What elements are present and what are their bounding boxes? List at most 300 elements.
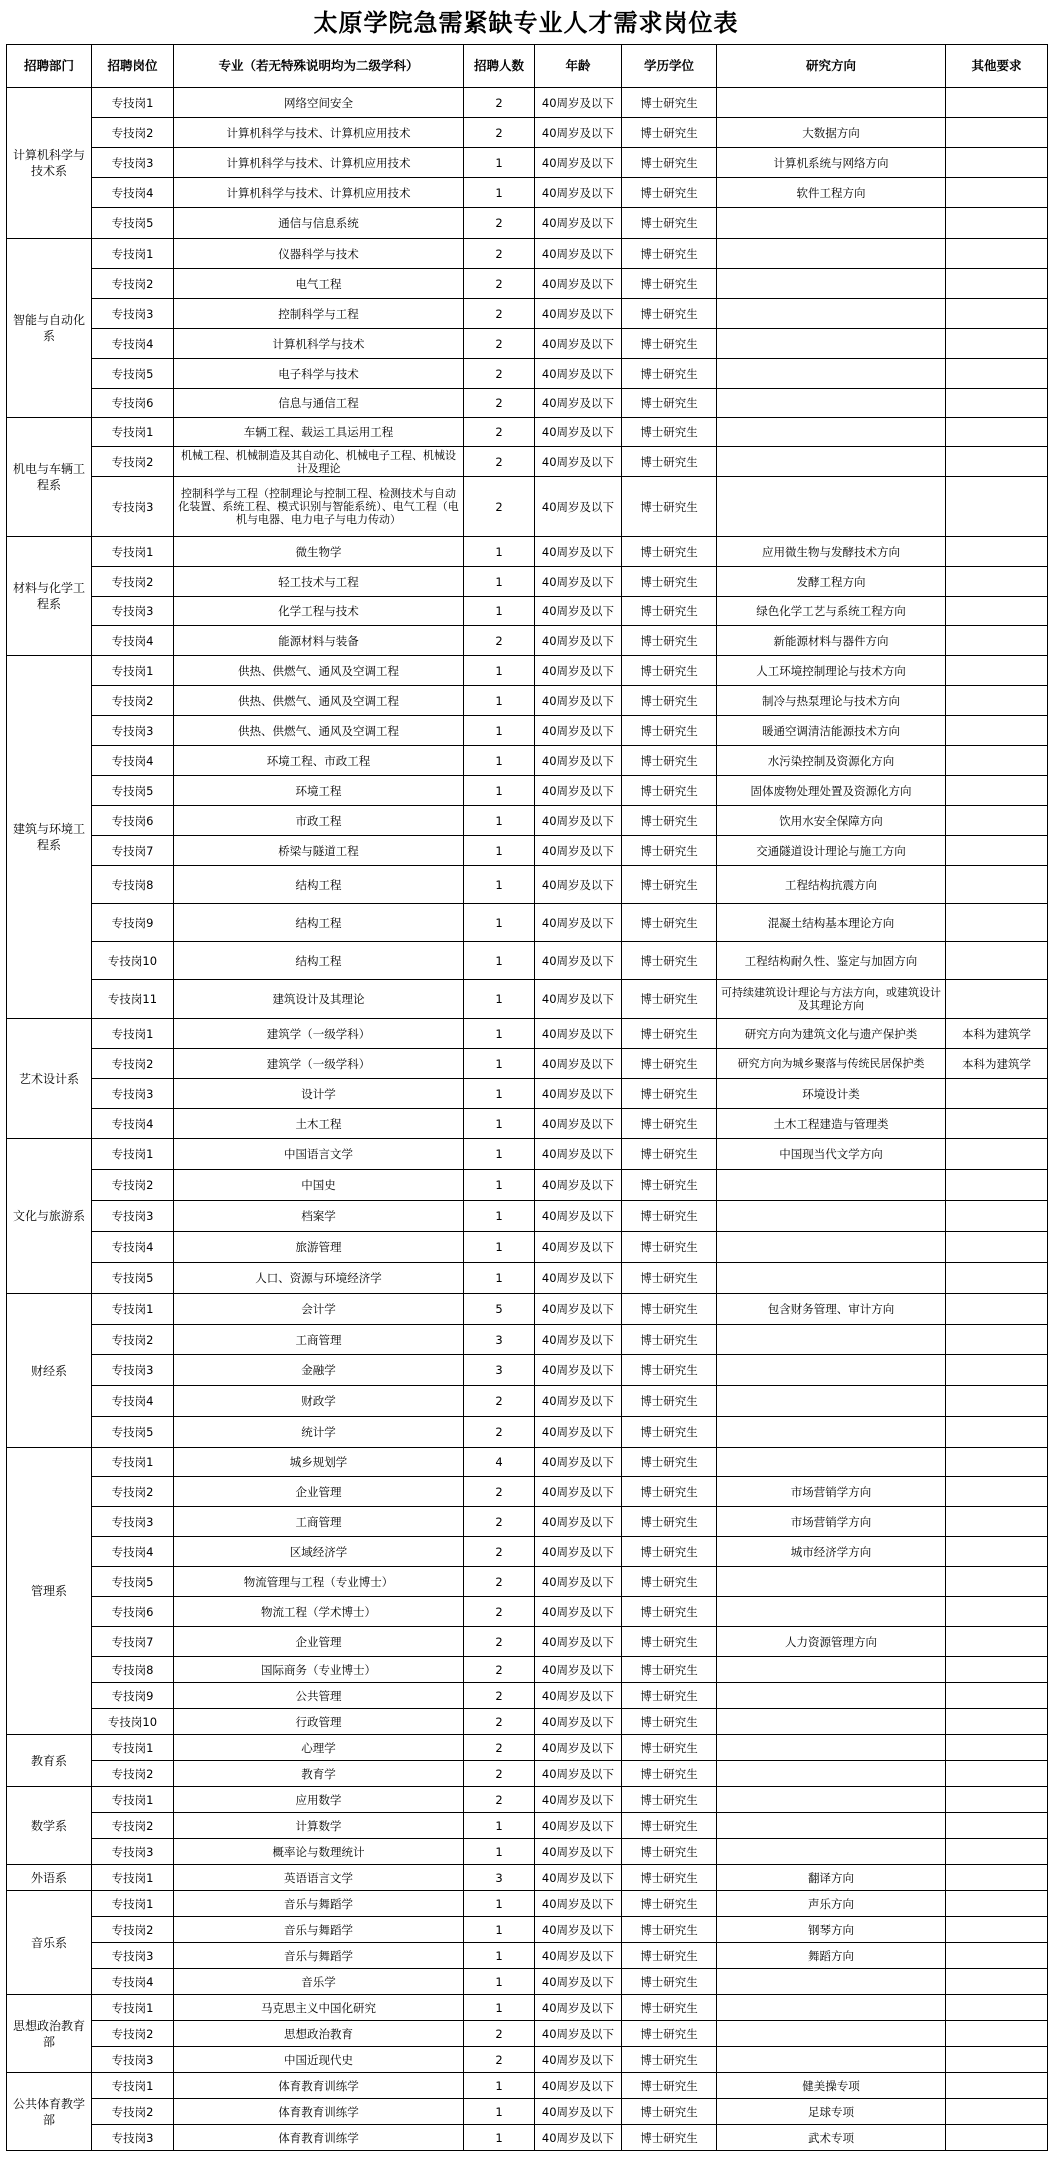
- post-cell: 专技岗3: [92, 1839, 174, 1865]
- table-row: [7, 1943, 1048, 1969]
- research-cell: 工程结构抗震方向: [717, 866, 946, 904]
- research-cell: 舞蹈方向: [717, 1943, 946, 1969]
- post-cell: 专技岗3: [92, 1079, 174, 1109]
- other-cell: [946, 656, 1048, 686]
- count-cell: 1: [464, 1943, 535, 1969]
- research-cell: 水污染控制及资源化方向: [717, 746, 946, 776]
- degree-cell: 博士研究生: [622, 2099, 717, 2125]
- table-row: [7, 537, 1048, 567]
- major-cell: 体育教育训练学: [174, 2073, 464, 2099]
- major-cell: 音乐与舞蹈学: [174, 1917, 464, 1943]
- age-cell: 40周岁及以下: [535, 656, 622, 686]
- major-cell: 公共管理: [174, 1683, 464, 1709]
- table-row: [7, 269, 1048, 299]
- count-cell: 3: [464, 1865, 535, 1891]
- degree-cell: 博士研究生: [622, 118, 717, 148]
- research-cell: [717, 1325, 946, 1355]
- department-cell: 财经系: [7, 1294, 92, 1448]
- post-cell: 专技岗1: [92, 537, 174, 567]
- header-other: 其他要求: [946, 45, 1048, 88]
- post-cell: 专技岗4: [92, 178, 174, 208]
- other-cell: [946, 1995, 1048, 2021]
- post-cell: 专技岗2: [92, 1325, 174, 1355]
- other-cell: [946, 597, 1048, 626]
- other-cell: [946, 2073, 1048, 2099]
- post-cell: 专技岗5: [92, 359, 174, 389]
- table-row: [7, 447, 1048, 477]
- count-cell: 1: [464, 1263, 535, 1294]
- age-cell: 40周岁及以下: [535, 716, 622, 746]
- post-cell: 专技岗7: [92, 1627, 174, 1657]
- other-cell: [946, 1839, 1048, 1865]
- research-cell: 新能源材料与器件方向: [717, 626, 946, 656]
- post-cell: 专技岗3: [92, 299, 174, 329]
- major-cell: 设计学: [174, 1079, 464, 1109]
- degree-cell: 博士研究生: [622, 1627, 717, 1657]
- post-cell: 专技岗3: [92, 477, 174, 537]
- age-cell: 40周岁及以下: [535, 1969, 622, 1995]
- degree-cell: 博士研究生: [622, 1325, 717, 1355]
- count-cell: 2: [464, 1477, 535, 1507]
- research-cell: 饮用水安全保障方向: [717, 806, 946, 836]
- research-cell: 制冷与热泵理论与技术方向: [717, 686, 946, 716]
- table-row: [7, 1109, 1048, 1139]
- post-cell: 专技岗8: [92, 1657, 174, 1683]
- age-cell: 40周岁及以下: [535, 1417, 622, 1448]
- post-cell: 专技岗2: [92, 1049, 174, 1079]
- other-cell: [946, 1709, 1048, 1735]
- count-cell: 2: [464, 477, 535, 537]
- count-cell: 2: [464, 1761, 535, 1787]
- major-cell: 土木工程: [174, 1109, 464, 1139]
- age-cell: 40周岁及以下: [535, 118, 622, 148]
- age-cell: 40周岁及以下: [535, 239, 622, 269]
- major-cell: 机械工程、机械制造及其自动化、机械电子工程、机械设计及理论: [174, 447, 464, 477]
- major-cell: 中国语言文学: [174, 1139, 464, 1170]
- major-cell: 桥梁与隧道工程: [174, 836, 464, 866]
- count-cell: 2: [464, 1657, 535, 1683]
- other-cell: [946, 418, 1048, 447]
- degree-cell: 博士研究生: [622, 1417, 717, 1448]
- table-row: [7, 1735, 1048, 1761]
- other-cell: [946, 1735, 1048, 1761]
- post-cell: 专技岗7: [92, 836, 174, 866]
- post-cell: 专技岗4: [92, 329, 174, 359]
- research-cell: 健美操专项: [717, 2073, 946, 2099]
- other-cell: [946, 2099, 1048, 2125]
- major-cell: 电子科学与技术: [174, 359, 464, 389]
- age-cell: 40周岁及以下: [535, 686, 622, 716]
- count-cell: 1: [464, 148, 535, 178]
- other-cell: [946, 1386, 1048, 1417]
- count-cell: 1: [464, 1232, 535, 1263]
- other-cell: [946, 239, 1048, 269]
- other-cell: [946, 1597, 1048, 1627]
- other-cell: [946, 1325, 1048, 1355]
- department-cell: 数学系: [7, 1787, 92, 1865]
- department-cell: 外语系: [7, 1865, 92, 1891]
- count-cell: 2: [464, 1627, 535, 1657]
- research-cell: [717, 269, 946, 299]
- other-cell: [946, 1232, 1048, 1263]
- table-row: [7, 1079, 1048, 1109]
- research-cell: [717, 1969, 946, 1995]
- table-row: [7, 1761, 1048, 1787]
- major-cell: 档案学: [174, 1201, 464, 1232]
- degree-cell: 博士研究生: [622, 597, 717, 626]
- other-cell: 本科为建筑学: [946, 1049, 1048, 1079]
- count-cell: 1: [464, 1170, 535, 1201]
- other-cell: [946, 148, 1048, 178]
- table-row: [7, 299, 1048, 329]
- major-cell: 中国近现代史: [174, 2047, 464, 2073]
- major-cell: 结构工程: [174, 904, 464, 942]
- count-cell: 1: [464, 980, 535, 1019]
- count-cell: 1: [464, 1969, 535, 1995]
- count-cell: 1: [464, 686, 535, 716]
- degree-cell: 博士研究生: [622, 477, 717, 537]
- post-cell: 专技岗3: [92, 1943, 174, 1969]
- table-row: [7, 776, 1048, 806]
- table-row: [7, 942, 1048, 980]
- major-cell: 市政工程: [174, 806, 464, 836]
- count-cell: 2: [464, 239, 535, 269]
- degree-cell: 博士研究生: [622, 1683, 717, 1709]
- age-cell: 40周岁及以下: [535, 1657, 622, 1683]
- major-cell: 区域经济学: [174, 1537, 464, 1567]
- table-row: [7, 904, 1048, 942]
- research-cell: [717, 389, 946, 418]
- major-cell: 应用数学: [174, 1787, 464, 1813]
- major-cell: 心理学: [174, 1735, 464, 1761]
- other-cell: [946, 1477, 1048, 1507]
- degree-cell: 博士研究生: [622, 836, 717, 866]
- major-cell: 教育学: [174, 1761, 464, 1787]
- table-row: [7, 359, 1048, 389]
- age-cell: 40周岁及以下: [535, 1019, 622, 1049]
- degree-cell: 博士研究生: [622, 1657, 717, 1683]
- count-cell: 2: [464, 1709, 535, 1735]
- count-cell: 1: [464, 2099, 535, 2125]
- table-row: [7, 1537, 1048, 1567]
- degree-cell: 博士研究生: [622, 418, 717, 447]
- major-cell: 中国史: [174, 1170, 464, 1201]
- count-cell: 1: [464, 716, 535, 746]
- major-cell: 计算机科学与技术、计算机应用技术: [174, 178, 464, 208]
- table-row: [7, 686, 1048, 716]
- table-row: [7, 2125, 1048, 2151]
- age-cell: 40周岁及以下: [535, 567, 622, 597]
- department-cell: 计算机科学与技术系: [7, 88, 92, 239]
- post-cell: 专技岗6: [92, 806, 174, 836]
- degree-cell: 博士研究生: [622, 626, 717, 656]
- post-cell: 专技岗5: [92, 1417, 174, 1448]
- count-cell: 5: [464, 1294, 535, 1325]
- table-row: [7, 626, 1048, 656]
- age-cell: 40周岁及以下: [535, 746, 622, 776]
- degree-cell: 博士研究生: [622, 2073, 717, 2099]
- table-row: [7, 567, 1048, 597]
- degree-cell: 博士研究生: [622, 1943, 717, 1969]
- post-cell: 专技岗1: [92, 1995, 174, 2021]
- post-cell: 专技岗5: [92, 1263, 174, 1294]
- major-cell: 供热、供燃气、通风及空调工程: [174, 656, 464, 686]
- count-cell: 1: [464, 2073, 535, 2099]
- research-cell: [717, 1386, 946, 1417]
- table-row: [7, 1709, 1048, 1735]
- table-row: [7, 1201, 1048, 1232]
- department-cell: 机电与车辆工程系: [7, 418, 92, 537]
- other-cell: [946, 389, 1048, 418]
- research-cell: 工程结构耐久性、鉴定与加固方向: [717, 942, 946, 980]
- research-cell: [717, 1597, 946, 1627]
- table-row: [7, 656, 1048, 686]
- major-cell: 计算机科学与技术、计算机应用技术: [174, 148, 464, 178]
- major-cell: 网络空间安全: [174, 88, 464, 118]
- other-cell: [946, 1448, 1048, 1477]
- degree-cell: 博士研究生: [622, 329, 717, 359]
- table-row: [7, 418, 1048, 447]
- post-cell: 专技岗10: [92, 1709, 174, 1735]
- degree-cell: 博士研究生: [622, 1761, 717, 1787]
- degree-cell: 博士研究生: [622, 1263, 717, 1294]
- table-row: [7, 2021, 1048, 2047]
- research-cell: 研究方向为建筑文化与遗产保护类: [717, 1019, 946, 1049]
- major-cell: 城乡规划学: [174, 1448, 464, 1477]
- research-cell: 土木工程建造与管理类: [717, 1109, 946, 1139]
- degree-cell: 博士研究生: [622, 1537, 717, 1567]
- other-cell: [946, 329, 1048, 359]
- major-cell: 仪器科学与技术: [174, 239, 464, 269]
- research-cell: 包含财务管理、审计方向: [717, 1294, 946, 1325]
- other-cell: [946, 1657, 1048, 1683]
- table-row: [7, 1891, 1048, 1917]
- table-row: [7, 980, 1048, 1019]
- post-cell: 专技岗1: [92, 1865, 174, 1891]
- research-cell: 市场营销学方向: [717, 1507, 946, 1537]
- post-cell: 专技岗1: [92, 1735, 174, 1761]
- major-cell: 建筑学（一级学科）: [174, 1019, 464, 1049]
- department-cell: 文化与旅游系: [7, 1139, 92, 1294]
- major-cell: 财政学: [174, 1386, 464, 1417]
- age-cell: 40周岁及以下: [535, 980, 622, 1019]
- research-cell: 环境设计类: [717, 1079, 946, 1109]
- major-cell: 车辆工程、载运工具运用工程: [174, 418, 464, 447]
- other-cell: [946, 88, 1048, 118]
- research-cell: [717, 1995, 946, 2021]
- count-cell: 2: [464, 1537, 535, 1567]
- count-cell: 2: [464, 389, 535, 418]
- count-cell: 1: [464, 806, 535, 836]
- major-cell: 音乐与舞蹈学: [174, 1891, 464, 1917]
- post-cell: 专技岗9: [92, 904, 174, 942]
- department-cell: 教育系: [7, 1735, 92, 1787]
- research-cell: [717, 299, 946, 329]
- major-cell: 物流管理与工程（专业博士）: [174, 1567, 464, 1597]
- post-cell: 专技岗3: [92, 2047, 174, 2073]
- header-count: 招聘人数: [464, 45, 535, 88]
- research-cell: 固体废物处理处置及资源化方向: [717, 776, 946, 806]
- post-cell: 专技岗1: [92, 1019, 174, 1049]
- post-cell: 专技岗1: [92, 88, 174, 118]
- research-cell: 软件工程方向: [717, 178, 946, 208]
- age-cell: 40周岁及以下: [535, 597, 622, 626]
- research-cell: [717, 1683, 946, 1709]
- research-cell: [717, 1787, 946, 1813]
- table-row: [7, 836, 1048, 866]
- other-cell: 本科为建筑学: [946, 1019, 1048, 1049]
- research-cell: 混凝土结构基本理论方向: [717, 904, 946, 942]
- other-cell: [946, 686, 1048, 716]
- research-cell: 人工环境控制理论与技术方向: [717, 656, 946, 686]
- age-cell: 40周岁及以下: [535, 1448, 622, 1477]
- research-cell: [717, 2047, 946, 2073]
- other-cell: [946, 299, 1048, 329]
- other-cell: [946, 1139, 1048, 1170]
- age-cell: 40周岁及以下: [535, 1917, 622, 1943]
- table-row: [7, 597, 1048, 626]
- major-cell: 企业管理: [174, 1477, 464, 1507]
- post-cell: 专技岗2: [92, 118, 174, 148]
- post-cell: 专技岗2: [92, 1761, 174, 1787]
- degree-cell: 博士研究生: [622, 88, 717, 118]
- count-cell: 2: [464, 329, 535, 359]
- other-cell: [946, 359, 1048, 389]
- degree-cell: 博士研究生: [622, 1386, 717, 1417]
- table-row: [7, 178, 1048, 208]
- research-cell: 交通隧道设计理论与施工方向: [717, 836, 946, 866]
- count-cell: 2: [464, 1567, 535, 1597]
- degree-cell: 博士研究生: [622, 776, 717, 806]
- count-cell: 1: [464, 1109, 535, 1139]
- age-cell: 40周岁及以下: [535, 1709, 622, 1735]
- count-cell: 1: [464, 904, 535, 942]
- major-cell: 物流工程（学术博士）: [174, 1597, 464, 1627]
- major-cell: 电气工程: [174, 269, 464, 299]
- table-row: [7, 1477, 1048, 1507]
- other-cell: [946, 178, 1048, 208]
- post-cell: 专技岗4: [92, 1537, 174, 1567]
- major-cell: 英语语言文学: [174, 1865, 464, 1891]
- other-cell: [946, 1201, 1048, 1232]
- table-row: [7, 1139, 1048, 1170]
- table-row: [7, 1995, 1048, 2021]
- age-cell: 40周岁及以下: [535, 1049, 622, 1079]
- count-cell: 1: [464, 1839, 535, 1865]
- age-cell: 40周岁及以下: [535, 1627, 622, 1657]
- post-cell: 专技岗4: [92, 1109, 174, 1139]
- table-row: [7, 1969, 1048, 1995]
- count-cell: 1: [464, 537, 535, 567]
- degree-cell: 博士研究生: [622, 656, 717, 686]
- table-row: [7, 2099, 1048, 2125]
- major-cell: 轻工技术与工程: [174, 567, 464, 597]
- major-cell: 体育教育训练学: [174, 2125, 464, 2151]
- research-cell: 武术专项: [717, 2125, 946, 2151]
- other-cell: [946, 942, 1048, 980]
- degree-cell: 博士研究生: [622, 1839, 717, 1865]
- table-row: [7, 1865, 1048, 1891]
- age-cell: 40周岁及以下: [535, 942, 622, 980]
- post-cell: 专技岗1: [92, 239, 174, 269]
- degree-cell: 博士研究生: [622, 1477, 717, 1507]
- table-row: [7, 1507, 1048, 1537]
- age-cell: 40周岁及以下: [535, 477, 622, 537]
- major-cell: 微生物学: [174, 537, 464, 567]
- degree-cell: 博士研究生: [622, 299, 717, 329]
- count-cell: 1: [464, 1917, 535, 1943]
- count-cell: 1: [464, 942, 535, 980]
- count-cell: 2: [464, 1597, 535, 1627]
- job-requirements-table: [6, 44, 1048, 2151]
- research-cell: [717, 1448, 946, 1477]
- count-cell: 2: [464, 1386, 535, 1417]
- table-row: [7, 1049, 1048, 1079]
- other-cell: [946, 980, 1048, 1019]
- post-cell: 专技岗2: [92, 269, 174, 299]
- department-cell: 管理系: [7, 1448, 92, 1735]
- degree-cell: 博士研究生: [622, 1597, 717, 1627]
- post-cell: 专技岗1: [92, 1448, 174, 1477]
- research-cell: [717, 88, 946, 118]
- age-cell: 40周岁及以下: [535, 447, 622, 477]
- age-cell: 40周岁及以下: [535, 2099, 622, 2125]
- other-cell: [946, 2125, 1048, 2151]
- post-cell: 专技岗3: [92, 1507, 174, 1537]
- other-cell: [946, 2021, 1048, 2047]
- count-cell: 1: [464, 1049, 535, 1079]
- major-cell: 控制科学与工程（控制理论与控制工程、检测技术与自动化装置、系统工程、模式识别与智能系统）、电气工程（电机与电器、电力电子与电力传动）: [174, 477, 464, 537]
- post-cell: 专技岗1: [92, 1891, 174, 1917]
- major-cell: 人口、资源与环境经济学: [174, 1263, 464, 1294]
- degree-cell: 博士研究生: [622, 269, 717, 299]
- count-cell: 1: [464, 178, 535, 208]
- post-cell: 专技岗6: [92, 1597, 174, 1627]
- degree-cell: 博士研究生: [622, 1507, 717, 1537]
- department-cell: 艺术设计系: [7, 1019, 92, 1139]
- count-cell: 2: [464, 269, 535, 299]
- count-cell: 2: [464, 208, 535, 239]
- post-cell: 专技岗2: [92, 447, 174, 477]
- count-cell: 2: [464, 1417, 535, 1448]
- age-cell: 40周岁及以下: [535, 1170, 622, 1201]
- degree-cell: 博士研究生: [622, 1995, 717, 2021]
- age-cell: 40周岁及以下: [535, 2073, 622, 2099]
- other-cell: [946, 1813, 1048, 1839]
- table-row: [7, 1263, 1048, 1294]
- table-row: [7, 1325, 1048, 1355]
- other-cell: [946, 2047, 1048, 2073]
- research-cell: [717, 1813, 946, 1839]
- degree-cell: 博士研究生: [622, 1567, 717, 1597]
- other-cell: [946, 1507, 1048, 1537]
- major-cell: 计算数学: [174, 1813, 464, 1839]
- age-cell: 40周岁及以下: [535, 1109, 622, 1139]
- research-cell: [717, 1567, 946, 1597]
- other-cell: [946, 118, 1048, 148]
- other-cell: [946, 836, 1048, 866]
- table-row: [7, 2047, 1048, 2073]
- major-cell: 计算机科学与技术、计算机应用技术: [174, 118, 464, 148]
- count-cell: 1: [464, 656, 535, 686]
- major-cell: 建筑学（一级学科）: [174, 1049, 464, 1079]
- degree-cell: 博士研究生: [622, 980, 717, 1019]
- age-cell: 40周岁及以下: [535, 776, 622, 806]
- post-cell: 专技岗1: [92, 1294, 174, 1325]
- research-cell: 翻译方向: [717, 1865, 946, 1891]
- age-cell: 40周岁及以下: [535, 1232, 622, 1263]
- age-cell: 40周岁及以下: [535, 1507, 622, 1537]
